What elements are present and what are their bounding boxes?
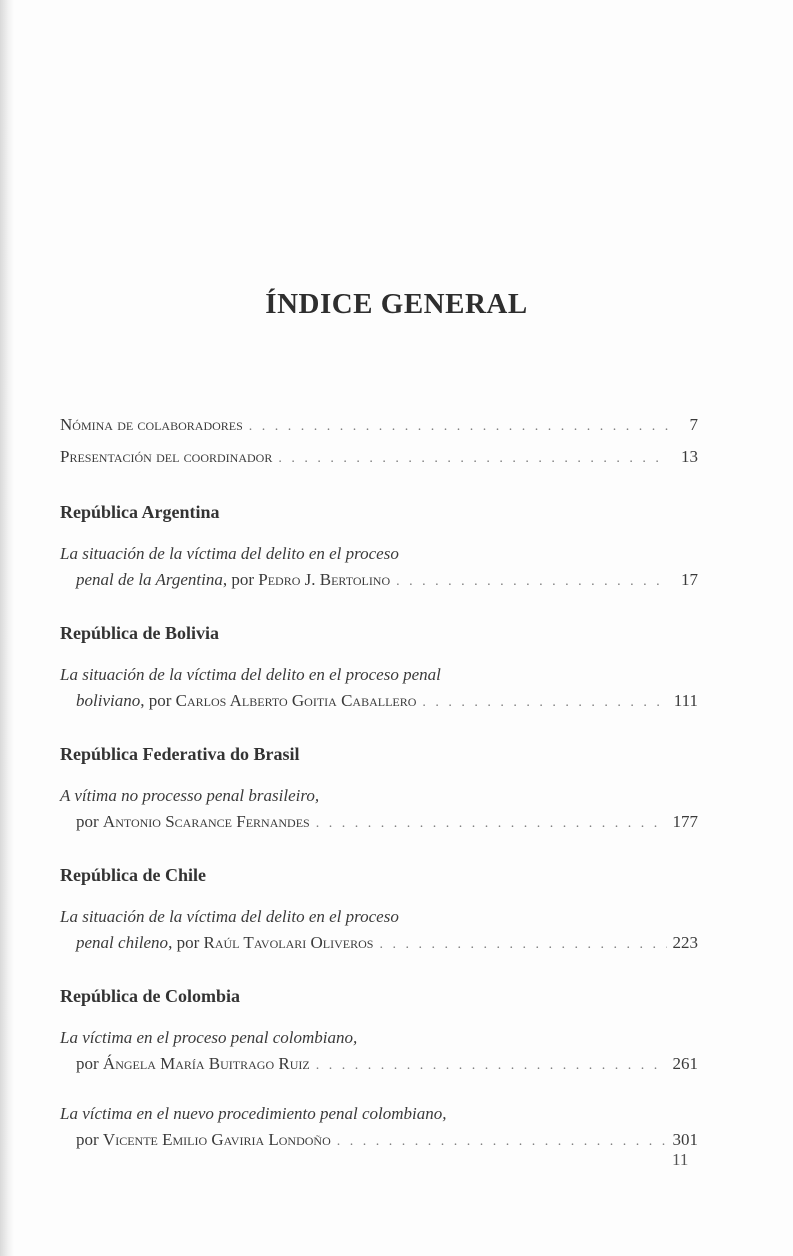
dot-leader (422, 690, 667, 716)
entry-title-line2 (60, 567, 698, 595)
toc-page-number: 261 (672, 1054, 698, 1073)
entry-separator: , por (168, 933, 204, 952)
entry-author: Pedro J. Bertolino (258, 570, 391, 589)
page-title: ÍNDICE GENERAL (265, 288, 528, 320)
toc-entry[interactable] (60, 662, 698, 716)
toc-page-number: 17 (681, 570, 698, 589)
entry-title-line2 (60, 930, 698, 958)
dot-leader (249, 412, 668, 442)
table-of-contents (60, 410, 698, 1155)
toc-page-number: 111 (673, 691, 698, 710)
entry-author: Vicente Emilio Gaviria Londoño (102, 1130, 331, 1149)
toc-page-number: 13 (681, 447, 698, 466)
page-edge-shadow (0, 0, 14, 1256)
toc-entry[interactable] (60, 541, 698, 595)
toc-entry-label: Nómina de colaboradores (60, 415, 243, 434)
entry-title-line1: La situación de la víctima del delito en el proceso (60, 907, 399, 926)
dot-leader (396, 569, 668, 595)
section-heading-bolivia: República de Bolivia (60, 623, 220, 643)
toc-page-number: 7 (689, 415, 698, 434)
dot-leader (379, 932, 666, 958)
front-matter (60, 410, 698, 474)
entry-separator: , por (222, 570, 259, 589)
dot-leader (316, 1053, 667, 1079)
entry-separator: por (76, 1130, 103, 1149)
entry-title-line2 (60, 1127, 698, 1155)
entry-title-line1: La víctima en el proceso penal colombiano, (60, 1028, 358, 1047)
toc-entry-presentacion[interactable] (60, 442, 698, 474)
toc-entry[interactable] (60, 904, 698, 958)
toc-entry[interactable] (60, 783, 698, 837)
dot-leader (316, 811, 667, 837)
section-heading-colombia: República de Colombia (60, 986, 241, 1006)
entry-title-line1: A vítima no processo penal brasileiro, (60, 786, 320, 805)
section-heading-chile: República de Chile (60, 865, 207, 885)
entry-title-line1: La situación de la víctima del delito en el proceso (60, 544, 399, 563)
toc-entry-label: Presentación del coordinador (60, 447, 273, 466)
toc-entry[interactable] (60, 1025, 698, 1079)
entry-separator: , por (140, 691, 176, 710)
toc-page-number: 223 (672, 933, 698, 952)
toc-entry-colaboradores[interactable] (60, 410, 698, 442)
entry-title-line2 (60, 688, 698, 716)
dot-leader (337, 1129, 667, 1155)
entry-title-italic: penal de la Argentina (76, 570, 223, 589)
entry-title-line1: La víctima en el nuevo procedimiento penal colombiano, (60, 1104, 447, 1123)
dot-leader (278, 444, 668, 474)
toc-entry[interactable] (60, 1101, 698, 1155)
section-heading-argentina: República Argentina (60, 502, 220, 522)
entry-separator: por (76, 812, 103, 831)
entry-author: Carlos Alberto Goitia Caballero (175, 691, 417, 710)
entry-title-italic: penal chileno (76, 933, 169, 952)
entry-title-line2 (60, 809, 698, 837)
toc-page-number: 301 (672, 1130, 698, 1149)
entry-separator: por (76, 1054, 103, 1073)
toc-page-number: 177 (672, 812, 698, 831)
entry-author: Raúl Tavolari Oliveros (203, 933, 374, 952)
entry-title-line2 (60, 1051, 698, 1079)
entry-title-line1: La situación de la víctima del delito en el proceso penal (60, 665, 441, 684)
entry-author: Antonio Scarance Fernandes (102, 812, 310, 831)
section-heading-brasil: República Federativa do Brasil (60, 744, 300, 764)
entry-title-italic: boliviano (76, 691, 141, 710)
page-number: 11 (672, 1150, 689, 1169)
entry-author: Ángela María Buitrago Ruiz (102, 1054, 310, 1073)
